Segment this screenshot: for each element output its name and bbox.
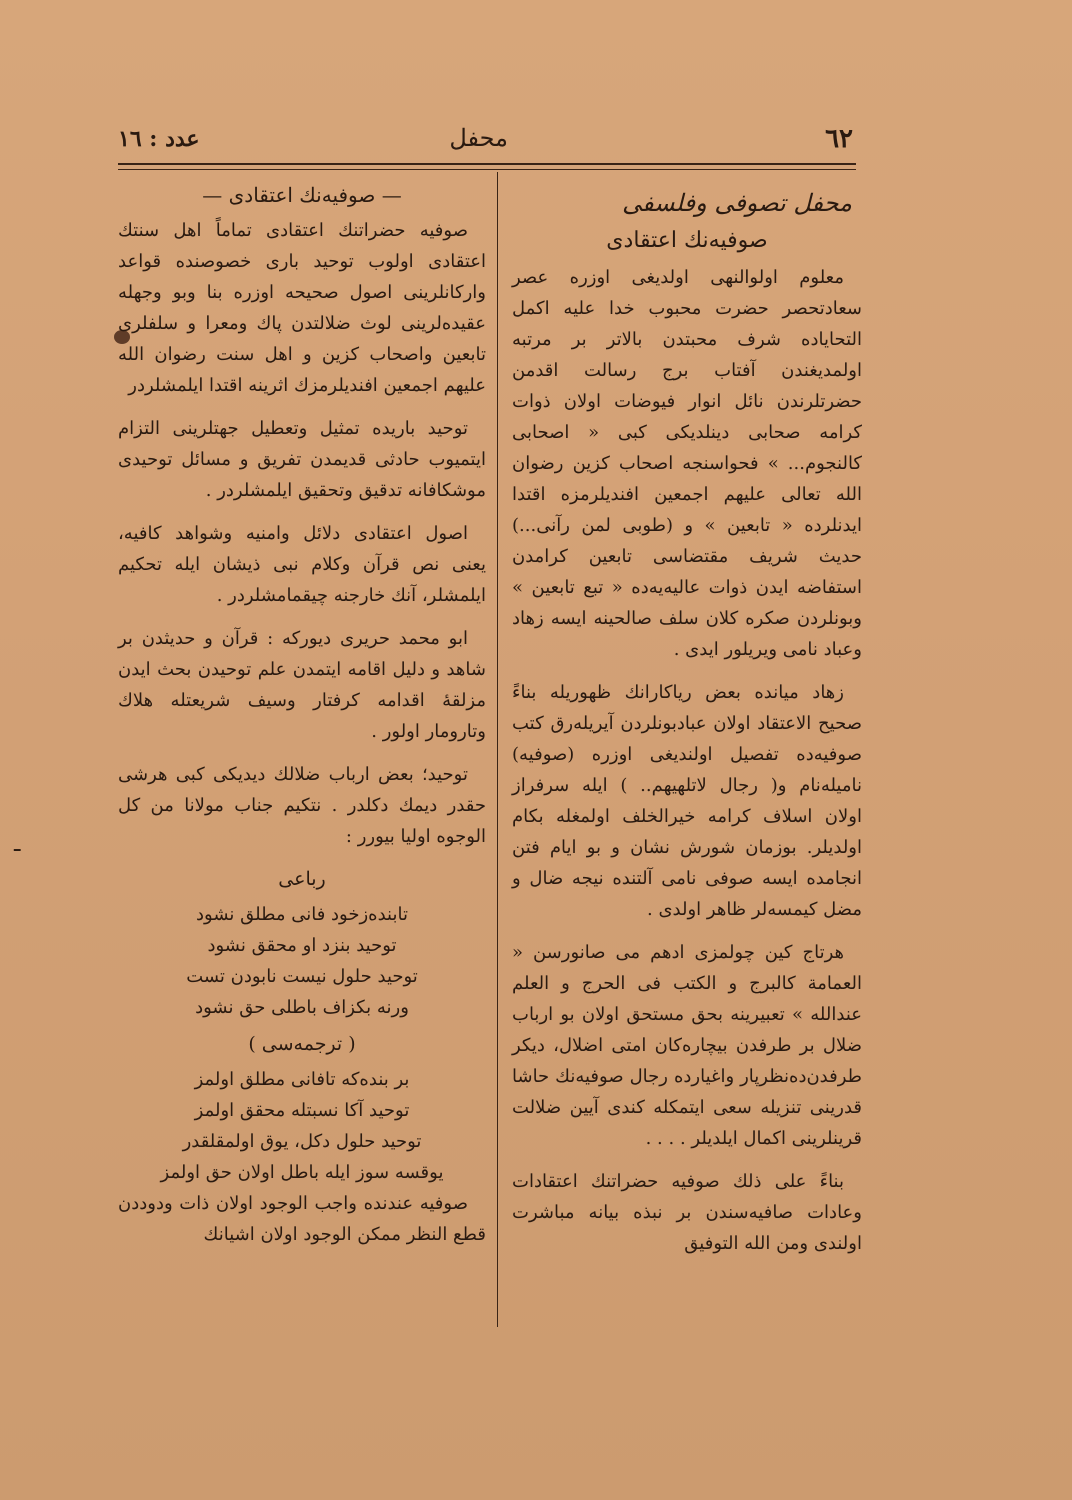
paragraph: صوفیه حضراتنك اعتقادی تماماً اهل سنتك اعتقادی اولوب توحید باری خصوصنده قواعد واركانلرینی اصول صحیحه اوزره بنا وبو وجهله عقیده‌لرینی لوث ضلالتدن پاك ومعرا و سلفلری تابعین واصحاب کزین و اهل سنت رضوان الله علیهم اجمعین افندیلرمزك اثرینه اقتدا ایلمشلردر: [118, 220, 486, 396]
paragraph: ابو محمد حریری دیورکه : قرآن و حدیثدن بر شاهد و دلیل اقامه ایتمدن علم توحیدن بحث ایدن مزلقهٔ اقدامه کرفتار وسیف شریعتله هلاك وتارومار اولور .: [118, 628, 486, 742]
paragraph: زهاد میانده بعض ریاکارانك ظهوریله بناءً صحیح الاعتقاد اولان عبادبونلردن آیریله‌رق کتب صوفیه‌ده تفصیل اولندیغی اوزره (صوفیه) نامیله‌نام و( رجال لاتلهیهم.. ) ایله سرفراز اولان اسلاف کرامه خیرالخلف اولمغله بکام اولدیلر. بوزمان شورش نشان و بو ایام فتن انجامده ایسه صوفی نامی آلتنده نیجه ضال و مضل کیمسه‌لر ظاهر اولدی .: [512, 682, 862, 920]
rubai-title: رباعی: [278, 868, 326, 890]
page-number: ٦٢: [825, 124, 853, 154]
header-rule: [118, 163, 856, 165]
verse-line: توحید بنزد او محقق نشود: [207, 935, 397, 956]
verse-line: توحید حلول دکل، یوق اولمقلقدر: [182, 1131, 422, 1152]
left-column: [118, 178, 486, 1262]
verse-line: توحید آکا نسبتله محقق اولمز: [194, 1100, 410, 1121]
verse-line: بر بنده‌که تافانی مطلق اولمز: [194, 1069, 410, 1090]
header-rule-thin: [118, 169, 856, 170]
section-title: محفل تصوفی وفلسفی: [622, 189, 852, 217]
paragraph: اصول اعتقادی دلائل وامنیه وشواهد کافیه، یعنی نص قرآن وکلام نبی ذیشان ایله تحکیم ایلمشلر، آنك خارجنه چیقمامشلردر .: [118, 523, 486, 606]
verse-line: ورنه بکزاف باطلی حق نشود: [195, 997, 409, 1018]
paragraph: توحید باریده تمثیل وتعطیل جهتلرینی التزام ایتمیوب حادثی قدیمدن تفریق و مسائل توحیدی موشکافانه تدقیق وتحقیق ایلمشلردر .: [118, 418, 486, 501]
verse-line: یوقسه سوز ایله باطل اولان حق اولمز: [160, 1162, 444, 1183]
margin-mark: ـ: [14, 832, 21, 857]
translation-title: ( ترجمه‌سی ): [248, 1033, 356, 1055]
verse-line: تابنده‌زخود فانی مطلق نشود: [196, 904, 408, 925]
column-divider: [497, 172, 498, 1327]
paragraph: توحید؛ بعض ارباب ضلالك دیدیکی کبی هرشی حقدر دیمك دکلدر . نتکیم جناب مولانا من کل الوجوه اولیا بیورر :: [118, 764, 486, 847]
paragraph: معلوم اولوالنهی اولدیغی اوزره عصر سعادتحصر حضرت محبوب خدا علیه اکمل التحایاده شرف محبتدن بالاتر بر مرتبه اولمدیغندن آفتاب برج رسالت اقدمن حضرتلرندن نائل انوار فیوضات اولان ذوات کرامه صحابی دینلدیکی کبی « اصحابی کالنجوم... » فحواسنجه اصحاب کزین رضوان الله تعالی علیهم اجمعین افندیلرمزه اقتدا ایدنلرده « تابعین » و (طوبی لمن رآنی...) حدیث شریف مقتضاسی تابعین کرامدن استفاضه ایدن ذوات عالیه‌یه‌ده « تبع تابعین » وبونلردن صکره کلان سلف صالحینه ایسه زهاد وعباد نامی ویریلور ایدی .: [512, 267, 862, 660]
journal-name: محفل: [449, 124, 508, 152]
paragraph: صوفیه عندنده واجب الوجود اولان ذات ودوددن قطع النظر ممکن الوجود اولان اشیانك: [118, 1193, 486, 1245]
paragraph: هرتاج کین چولمزی ادهم می صانورسن « العمامة کالبرج و الکتب فی الحرج و العلم عندالله » تعبیرینه بحق مستحق اولان بو ارباب ضلال بر طرفدن بیچاره‌کان امتی اضلال، دیکر طرفدن‌ده‌نظرپار واغیارده رجال صوفیه‌نك حاشا قدرینی تنزیله سعی ایتمکله کندی آیین ضلالت قرینلرینی اکمال ایلدیلر . . . .: [512, 942, 862, 1149]
issue-number: عدد : ١٦: [118, 126, 200, 152]
verse-line: توحید حلول نیست نابودن تست: [186, 966, 418, 987]
right-column: [512, 178, 862, 1271]
paragraph: بناءً علی ذلك صوفیه حضراتنك اعتقادات وعادات صافیه‌سندن بر نبذه بیانه مباشرت اولندی ومن الله التوفیق: [512, 1171, 862, 1254]
column-heading: — صوفیه‌نك اعتقادی —: [202, 183, 402, 207]
page-header: [118, 118, 853, 164]
article-title: صوفیه‌نك اعتقادی: [606, 228, 768, 253]
